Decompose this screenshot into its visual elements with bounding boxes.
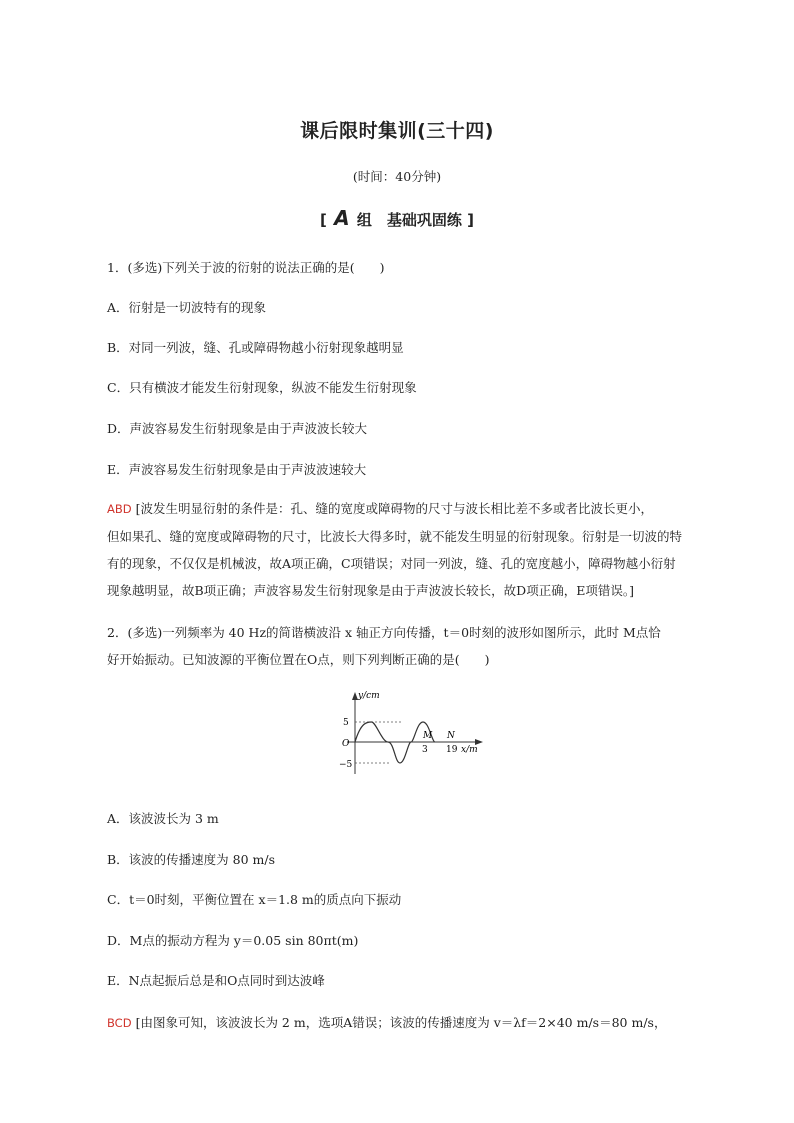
q2-answer-explanation [107,1009,727,1037]
group-letter: A [334,206,350,230]
q1-answer-explanation [107,495,727,604]
q2-stem-line-2: 好开始振动。已知波源的平衡位置在O点，则下列判断正确的是( ) [107,652,490,667]
group-bracket-right: ] [467,211,474,229]
q1-option-b: B．对同一列波，缝、孔或障碍物越小衍射现象越明显 [107,340,404,355]
q2-option-a: A．该波波长为 3 m [107,811,219,826]
group-heading [0,206,794,230]
q2-stem-line-1: 2．(多选)一列频率为 40 Hz的简谐横波沿 x 轴正方向传播，t＝0时刻的波形如图所示，此时 M点恰 [107,625,661,640]
q1-explanation-line-1: [波发生明显衍射的条件是：孔、缝的宽度或障碍物的尺寸与波长相比差不多或者比波长更小， [135,501,653,516]
q1-answer: ABD [107,502,132,516]
q2-explanation: [由图象可知，该波波长为 2 m，选项A错误；该波的传播速度为 v＝λf＝2×40 m/s＝80 m/s， [135,1015,667,1030]
q2-option-c: C．t＝0时刻，平衡位置在 x＝1.8 m的质点向下振动 [107,892,402,907]
y-tick-negative: −5 [339,760,353,770]
q1-explanation-line-2: 但如果孔、缝的宽度或障碍物的尺寸，比波长大得多时，就不能发生明显的衍射现象。衍射是一切波的特 [107,529,683,544]
group-text: 组 基础巩固练 [356,211,462,229]
wave-figure [337,686,487,781]
point-m-label: M [423,731,433,741]
x-tick-19: 19 [446,745,458,755]
q1-explanation-line-3: 有的现象，不仅仅是机械波，故A项正确，C项错误；对同一列波，缝、孔的宽度越小，障碍物越小衍射 [107,556,676,571]
point-n-label: N [447,731,455,741]
q1-stem: 1．(多选)下列关于波的衍射的说法正确的是( ) [107,260,385,275]
q2-stem [107,619,727,673]
q1-option-a: A．衍射是一切波特有的现象 [107,300,267,315]
time-limit: (时间：40分钟) [352,169,442,184]
x-axis-label: x/m [461,745,478,755]
q2-option-e: E．N点起振后总是和O点同时到达波峰 [107,973,325,988]
q1-option-e: E．声波容易发生衍射现象是由于声波波速较大 [107,462,367,477]
q1-explanation-line-4: 现象越明显，故B项正确；声波容易发生衍射现象是由于声波波长较长，故D项正确，E项错误。] [107,583,634,598]
y-tick-positive: 5 [343,718,349,728]
q2-answer: BCD [107,1016,132,1030]
q2-option-d: D．M点的振动方程为 y＝0.05 sin 80πt(m) [107,933,359,948]
page-title: 课后限时集训(三十四) [300,120,494,142]
origin-label: O [342,739,350,749]
q1-option-d: D．声波容易发生衍射现象是由于声波波长较大 [107,421,368,436]
y-axis-label: y/cm [358,691,380,701]
group-bracket-left: [ [320,211,327,229]
x-tick-3: 3 [422,745,428,755]
q1-option-c: C．只有横波才能发生衍射现象，纵波不能发生衍射现象 [107,380,417,395]
q2-option-b: B．该波的传播速度为 80 m/s [107,852,276,867]
